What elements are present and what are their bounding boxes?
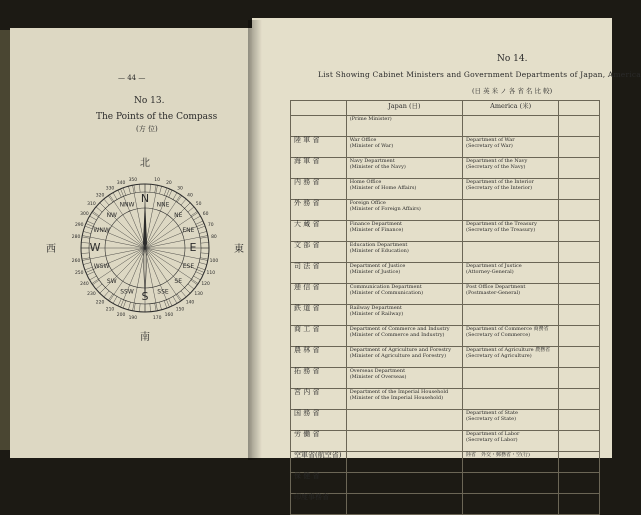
compass-cardinal-jp-label: 西 <box>46 244 56 255</box>
compass-degree-label: 150 <box>175 307 185 313</box>
ministry-jp-cell: 逓 信 省 <box>291 284 347 305</box>
america-cell <box>463 368 559 389</box>
compass-tick <box>173 296 177 303</box>
ministry-jp-cell: 海 軍 省 <box>291 158 347 179</box>
compass-tick <box>201 253 209 254</box>
compass-ray <box>100 248 145 296</box>
compass-tick <box>181 199 186 205</box>
compass-tick <box>96 284 102 289</box>
table-row <box>291 221 600 242</box>
compass-degree-label: 190 <box>128 315 138 321</box>
extra-cell <box>559 452 600 473</box>
table-row <box>291 158 600 179</box>
compass-point-label: SSW <box>120 288 134 296</box>
compass-degree-label: 160 <box>164 312 174 318</box>
compass-tick <box>199 262 207 264</box>
compass-tick <box>200 237 208 238</box>
compass-tick <box>188 284 194 289</box>
america-cell <box>463 116 559 137</box>
compass-tick <box>199 231 207 233</box>
table-row <box>291 179 600 200</box>
compass-tick <box>82 237 90 238</box>
japan-cell <box>346 494 462 515</box>
compass-degree-label: 130 <box>194 291 203 297</box>
america-cell <box>463 200 559 221</box>
compass-ray <box>145 248 190 296</box>
compass-tick <box>193 216 200 220</box>
extra-cell <box>559 431 600 452</box>
compass-degree-label: 320 <box>95 193 105 199</box>
compass-degree-label: 140 <box>185 300 195 306</box>
compass-tick <box>128 302 130 310</box>
compass-tick <box>83 262 91 264</box>
compass-degree-label: 290 <box>74 223 84 229</box>
compass-point-label: ESE <box>182 262 195 270</box>
compass-tick <box>185 203 191 209</box>
extra-cell <box>559 116 600 137</box>
compass-degree-label: 260 <box>71 259 81 265</box>
compass-degree-label: 210 <box>105 307 115 313</box>
ministry-jp-cell: 国 務 省 <box>291 410 347 431</box>
extra-cell <box>559 158 600 179</box>
japan-cell: Railway Department (Minister of Railway) <box>346 305 462 326</box>
compass-cardinal-label: W <box>89 241 101 254</box>
extra-cell <box>559 368 600 389</box>
table-row <box>291 410 600 431</box>
compass-tick <box>169 299 172 306</box>
compass-degree-label: 250 <box>74 270 84 276</box>
compass-tick <box>100 288 106 294</box>
extra-cell <box>559 221 600 242</box>
compass-tick <box>198 226 206 229</box>
compass-tick <box>90 276 97 280</box>
compass-needle-north <box>143 198 147 248</box>
table-header-cell <box>291 101 347 116</box>
compass-tick <box>188 207 194 212</box>
compass-tick <box>198 267 206 270</box>
compass-degree-label: 50 <box>195 202 202 208</box>
table-row <box>291 284 600 305</box>
america-cell: Department of the Interior (Secretary of the Interior) <box>463 179 559 200</box>
compass-cardinal-jp-label: 東 <box>234 244 244 255</box>
compass-cardinal-jp-label: 南 <box>140 332 150 343</box>
compass-tick <box>96 207 102 212</box>
compass-tick <box>155 185 156 193</box>
table-header-cell <box>559 101 600 116</box>
extra-cell <box>559 326 600 347</box>
ministry-jp-cell: 農 林 省 <box>291 347 347 368</box>
compass-point-label: SE <box>174 278 183 286</box>
left-page-subtitle-jp: (方 位) <box>136 125 158 133</box>
ministry-jp-cell: 商 工 省 <box>291 326 347 347</box>
right-page-title: No 14. <box>497 54 528 64</box>
compass-degree-label: 30 <box>177 186 183 192</box>
compass-tick <box>113 193 117 200</box>
right-page-subtitle: List Showing Cabinet Ministers and Government Departments of Japan, America <box>318 70 641 79</box>
table-header-cell: Japan (日) <box>346 101 462 116</box>
compass-tick <box>159 302 161 310</box>
ministry-jp-cell: 外 務 省 <box>291 200 347 221</box>
america-cell: 陸省 外交・郵務省・空(行) <box>463 452 559 473</box>
table-row <box>291 368 600 389</box>
right-page-subtitle-jp: (日 英 米 ノ 各 省 名 比 較) <box>472 87 553 95</box>
compass-point-label: NW <box>106 211 117 219</box>
compass-point-label: WSW <box>93 262 110 270</box>
extra-cell <box>559 179 600 200</box>
compass-tick <box>196 221 203 224</box>
compass-tick <box>85 226 93 229</box>
america-cell <box>463 305 559 326</box>
extra-cell <box>559 200 600 221</box>
compass-tick <box>123 301 126 309</box>
compass-cardinal-label: S <box>141 290 149 303</box>
compass-tick <box>196 272 203 275</box>
compass-degree-label: 280 <box>71 234 81 240</box>
compass-point-label: SSE <box>157 288 169 296</box>
compass-degree-label: 20 <box>166 181 172 187</box>
ministry-jp-cell: 保 健 省 <box>291 473 347 494</box>
compass-tick <box>150 304 151 312</box>
table-row <box>291 452 600 473</box>
japan-cell: Department of Agriculture and Forestry (Minister of Agriculture and Forestry) <box>346 347 462 368</box>
book-gutter <box>248 20 262 460</box>
compass-tick <box>164 188 167 196</box>
compass-tick <box>85 267 93 270</box>
japan-cell: Communication Department (Minister of Communication) <box>346 284 462 305</box>
table-row <box>291 473 600 494</box>
compass-degree-label: 220 <box>95 300 105 306</box>
compass-tick <box>104 199 109 205</box>
compass-tick <box>118 299 121 306</box>
japan-cell <box>346 410 462 431</box>
extra-cell <box>559 263 600 284</box>
compass-degree-label: 300 <box>80 212 89 217</box>
japan-cell: Finance Department (Minister of Finance) <box>346 221 462 242</box>
compass-tick <box>113 296 117 303</box>
extra-cell <box>559 305 600 326</box>
ministry-jp-cell: 印度事務省 <box>291 494 347 515</box>
compass-degree-label: 110 <box>206 270 216 276</box>
ministry-jp-cell <box>291 116 347 137</box>
extra-cell <box>559 284 600 305</box>
compass-degree-label: 230 <box>87 291 96 297</box>
japan-cell: War Office (Minister of War) <box>346 137 462 158</box>
extra-cell <box>559 410 600 431</box>
compass-tick <box>150 184 151 192</box>
compass-point-label: SW <box>106 278 117 286</box>
compass-degree-label: 340 <box>116 181 126 187</box>
compass-tick <box>164 301 167 309</box>
compass-tick <box>81 242 89 243</box>
america-cell: Department of State (Secretary of State) <box>463 410 559 431</box>
compass-tick <box>200 258 208 259</box>
table-row <box>291 347 600 368</box>
extra-cell <box>559 137 600 158</box>
table-row <box>291 494 600 515</box>
america-cell: Department of Justice (Attorney-General) <box>463 263 559 284</box>
japan-cell: Department of the Imperial Household (Minister of the Imperial Household) <box>346 389 462 410</box>
ministry-jp-cell: 文 部 省 <box>291 242 347 263</box>
compass-tick <box>159 186 161 194</box>
america-cell: Department of Commerce 商務省 (Secretary of Commerce) <box>463 326 559 347</box>
table-header-cell: America (米) <box>463 101 559 116</box>
compass-tick <box>193 276 200 280</box>
compass-degree-label: 330 <box>105 186 115 192</box>
america-cell: Department of Labor (Secretary of Labor) <box>463 431 559 452</box>
japan-cell <box>346 431 462 452</box>
america-cell: Department of the Navy (Secretary of the Navy) <box>463 158 559 179</box>
compass-tick <box>90 216 97 220</box>
table-row <box>291 200 600 221</box>
compass-cardinal-label: N <box>140 192 150 205</box>
table-row <box>291 326 600 347</box>
compass-tick <box>83 231 91 233</box>
compass-tick <box>134 185 135 193</box>
compass-point-label: ENE <box>182 227 195 235</box>
compass-point-label: WNW <box>93 227 110 235</box>
compass-tick <box>139 304 140 312</box>
table-header-row <box>291 101 600 116</box>
ministers-table <box>290 100 600 515</box>
japan-cell: (Prime Minister) <box>346 116 462 137</box>
ministry-jp-cell: 労 働 省 <box>291 431 347 452</box>
extra-cell <box>559 494 600 515</box>
compass-tick <box>104 291 109 297</box>
japan-cell: Education Department (Minister of Education) <box>346 242 462 263</box>
america-cell <box>463 242 559 263</box>
japan-cell: Department of Justice (Minister of Justice) <box>346 263 462 284</box>
japan-cell <box>346 473 462 494</box>
compass-degree-label: 80 <box>211 234 217 240</box>
compass-tick <box>87 221 94 224</box>
america-cell: Department of the Treasury (Secretary of the Treasury) <box>463 221 559 242</box>
compass-tick <box>169 190 172 197</box>
compass-tick <box>185 288 191 294</box>
compass-degree-label: 170 <box>152 315 162 321</box>
japan-cell: Navy Department (Minister of the Navy) <box>346 158 462 179</box>
compass-ray <box>145 203 190 248</box>
america-cell: Department of War (Secretary of War) <box>463 137 559 158</box>
america-cell <box>463 494 559 515</box>
ministry-jp-cell: 鉄 道 省 <box>291 305 347 326</box>
japan-cell <box>346 452 462 473</box>
compass-point-label: NNW <box>119 201 135 209</box>
table-row <box>291 305 600 326</box>
extra-cell <box>559 347 600 368</box>
ministry-jp-cell: 宮 内 省 <box>291 389 347 410</box>
compass-ray <box>145 248 169 307</box>
compass-tick <box>118 190 121 197</box>
compass-tick <box>201 242 209 243</box>
extra-cell <box>559 473 600 494</box>
japan-cell: Home Office (Minister of Home Affairs) <box>346 179 462 200</box>
table-row <box>291 389 600 410</box>
compass-rose-diagram <box>30 136 244 360</box>
left-page-number: — 44 — <box>118 74 146 82</box>
compass-degree-label: 310 <box>87 202 96 208</box>
compass-tick <box>81 253 89 254</box>
compass-tick <box>82 258 90 259</box>
america-cell <box>463 389 559 410</box>
ministry-jp-cell: 大 蔵 省 <box>291 221 347 242</box>
compass-degree-label: 100 <box>209 259 219 265</box>
table-row <box>291 137 600 158</box>
compass-tick <box>181 291 186 297</box>
compass-cardinal-jp-label: 北 <box>140 158 150 169</box>
japan-cell: Overseas Department (Minister of Overseas) <box>346 368 462 389</box>
compass-degree-label: 60 <box>202 212 209 217</box>
compass-point-label: NNE <box>156 201 170 209</box>
ministry-jp-cell: 空軍省(航空省) <box>291 452 347 473</box>
table-row <box>291 116 600 137</box>
compass-degree-label: 120 <box>201 282 210 287</box>
compass-degree-label: 10 <box>154 178 161 184</box>
ministry-jp-cell: 司 法 省 <box>291 263 347 284</box>
extra-cell <box>559 389 600 410</box>
compass-ray <box>100 203 145 248</box>
table-row <box>291 263 600 284</box>
compass-tick <box>128 186 130 194</box>
america-cell: Department of Agriculture 農務省 (Secretary of Agriculture) <box>463 347 559 368</box>
compass-tick <box>123 188 126 196</box>
ministry-jp-cell: 拓 務 省 <box>291 368 347 389</box>
compass-point-label: NE <box>174 211 183 219</box>
japan-cell: Department of Commerce and Industry (Minister of Commerce and Industry) <box>346 326 462 347</box>
compass-tick <box>173 193 177 200</box>
japan-cell: Foreign Office (Minister of Foreign Affairs) <box>346 200 462 221</box>
left-page-title: No 13. <box>134 96 165 106</box>
compass-tick <box>100 203 106 209</box>
compass-tick <box>134 303 135 311</box>
compass-degree-label: 40 <box>187 193 193 199</box>
compass-tick <box>87 272 94 275</box>
america-cell: Post Office Department (Postmaster-General) <box>463 284 559 305</box>
america-cell <box>463 473 559 494</box>
left-page-subtitle: The Points of the Compass <box>96 112 218 122</box>
table-row <box>291 242 600 263</box>
compass-tick <box>155 303 156 311</box>
compass-degree-label: 350 <box>128 178 138 184</box>
compass-cardinal-label: E <box>189 241 197 254</box>
compass-degree-label: 200 <box>116 312 126 318</box>
extra-cell <box>559 242 600 263</box>
compass-degree-label: 70 <box>207 223 214 229</box>
ministry-jp-cell: 内 務 省 <box>291 179 347 200</box>
compass-degree-label: 240 <box>80 282 89 287</box>
table-row <box>291 431 600 452</box>
ministry-jp-cell: 陸 軍 省 <box>291 137 347 158</box>
